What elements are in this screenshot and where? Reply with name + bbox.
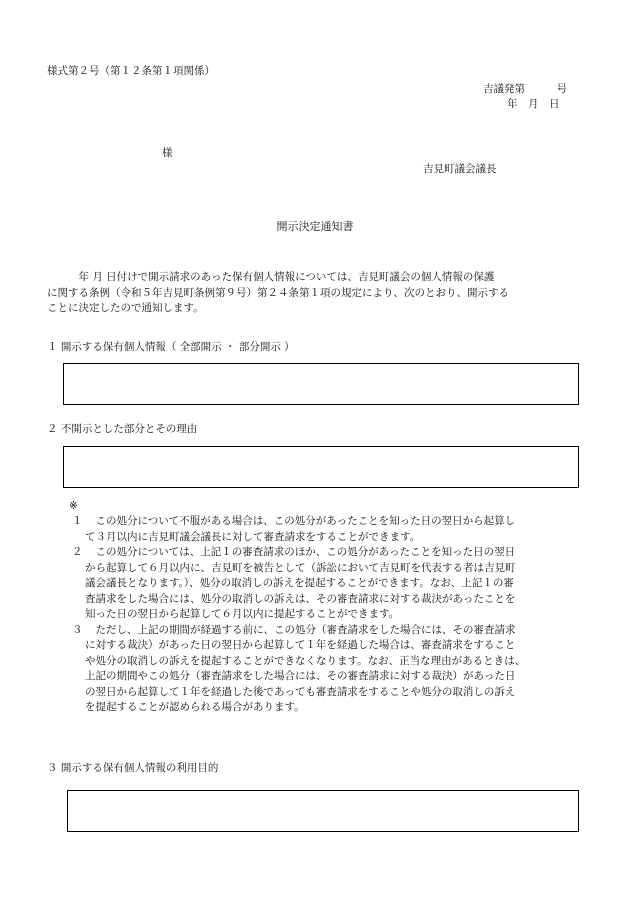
addressee: 様 [162,147,173,159]
section-3-box [67,790,579,832]
note-line: 知った日の翌日から起算して６月以内に提起することができます。 [85,608,400,620]
note-line: この処分については、上記１の審査請求のほか、この処分があったことを知った日の翌日 [85,546,516,558]
note-line: から起算して６月以内に、吉見町を被告として（訴訟において吉見町を代表する者は吉見町 [85,561,516,574]
note-line: この処分について不服がある場合は、この処分があったことを知った日の翌日から起算し [85,515,516,527]
intro-line: ことに決定したので通知します。 [47,302,204,314]
intro-line: に関する条例（令和５年吉見町条例第９号）第２４条第１項の規定により、次のとおり、開示する [47,286,509,299]
note-item [72,545,587,623]
note-item [72,623,587,716]
note-line: 上記の期間やこの処分（審査請求をした場合には、その審査請求に対する裁決）があった日 [85,670,516,682]
document-title: 開示決定通知書 [276,220,354,233]
notes-list [72,514,587,716]
note-line: 議会議長となります。）、処分の取消しの訴えを提起することができます。なお、上記１の審 [85,577,514,589]
document-number: 吉議発第 号 [483,83,567,95]
notes-mark: ※ [69,500,78,512]
note-line: て３月以内に吉見町議会議長に対して審査請求をすることができます。 [85,530,421,543]
note-line: 査請求をした場合には、処分の取消しの訴えは、その審査請求に対する裁決があったことを [85,592,516,605]
note-line: ただし、上記の期間が経過する前に、この処分（審査請求をした場合には、その審査請求 [85,623,516,636]
note-line: を提起することが認められる場合があります。 [85,701,305,713]
note-number: ３ [72,623,83,636]
note-number: ２ [72,546,83,558]
intro-paragraph [47,270,509,317]
note-line: に対する裁決）があった日の翌日から起算して１年を経過した場合は、審査請求をすること [85,639,516,651]
note-line: の翌日から起算して１年を経過した後であっても審査請求をすることや処分の取消しの訴え [85,685,516,698]
intro-line: 年 月 日付けで開示請求のあった保有個人情報については、吉見町議会の個人情報の保護 [47,271,495,283]
sender: 吉見町議会議長 [423,163,497,175]
section-2-box [63,446,579,488]
section-1-heading: １ 開示する保有個人情報（ 全部開示 ・ 部分開示 ） [47,341,295,353]
document-date: 年 月 日 [507,98,560,110]
section-2-heading: ２ 不開示とした部分とその理由 [47,423,198,435]
note-item [72,514,587,545]
section-3-heading: ３ 開示する保有個人情報の利用目的 [47,762,219,774]
note-line: や処分の取消しの訴えを提起することができなくなります。なお、正当な理由があるときは、 [85,654,526,667]
note-number: １ [72,515,83,527]
form-label: 様式第２号（第１２条第１項関係） [47,65,215,77]
section-1-box [63,363,579,405]
